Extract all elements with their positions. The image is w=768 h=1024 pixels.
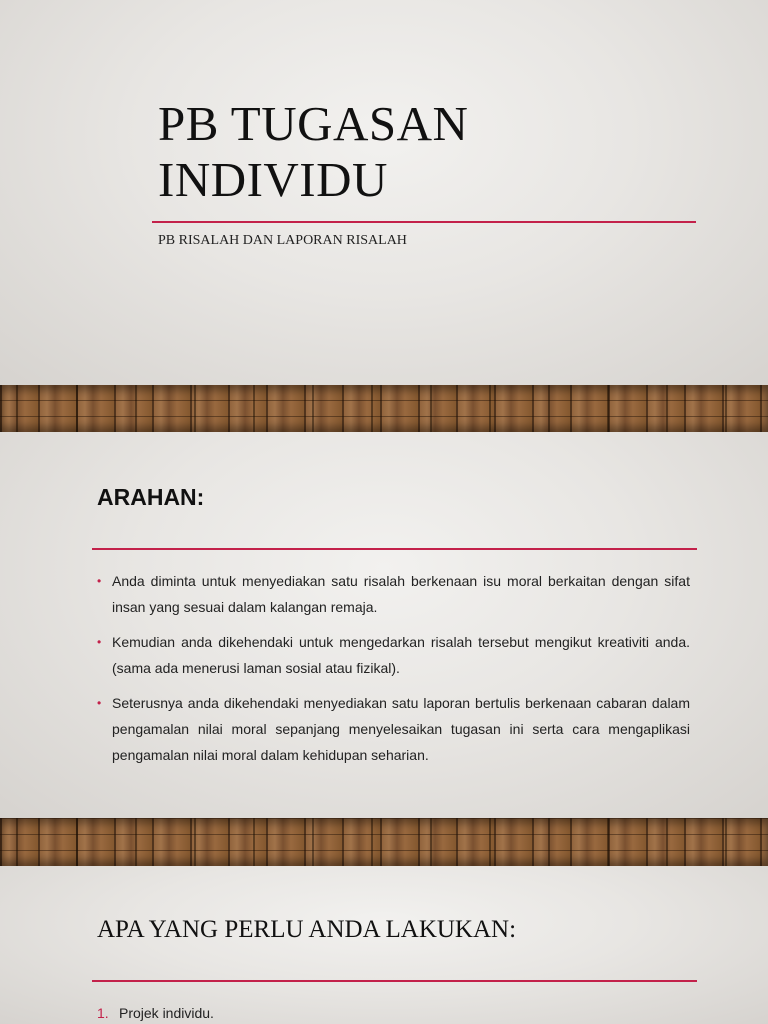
tasks-divider — [92, 980, 697, 982]
wood-floor-strip — [0, 818, 768, 866]
title-divider — [152, 221, 696, 223]
title-line-1: PB TUGASAN — [158, 96, 469, 151]
tasks-list — [97, 1002, 214, 1024]
list-item — [97, 568, 690, 620]
slide-subtitle: PB RISALAH DAN LAPORAN RISALAH — [158, 233, 407, 248]
list-item — [97, 629, 690, 681]
title-slide — [0, 0, 768, 385]
bullet-icon: • — [97, 696, 102, 710]
list-item — [97, 690, 690, 768]
step-number: 1. — [97, 1005, 109, 1021]
slide-title — [158, 96, 718, 208]
list-item-text: Anda diminta untuk menyediakan satu risalah berkenaan isu moral berkaitan dengan sifat insan yang sesuai dalam kalangan remaja. — [112, 573, 690, 615]
tasks-heading: APA YANG PERLU ANDA LAKUKAN: — [97, 916, 517, 943]
instructions-list — [97, 568, 690, 777]
list-item — [97, 1002, 214, 1024]
wood-floor-strip — [0, 385, 768, 432]
step-text: Projek individu. — [119, 1005, 214, 1021]
instructions-divider — [92, 548, 697, 550]
bullet-icon: • — [97, 574, 102, 588]
instructions-heading: ARAHAN: — [97, 484, 205, 510]
title-line-2: INDIVIDU — [158, 152, 388, 207]
bullet-icon: • — [97, 635, 102, 649]
list-item-text: Kemudian anda dikehendaki untuk mengedarkan risalah tersebut mengikut kreativiti anda. (sama ada menerusi laman sosial atau fizikal). — [112, 634, 690, 676]
instructions-slide — [0, 432, 768, 818]
tasks-slide — [0, 866, 768, 1024]
list-item-text: Seterusnya anda dikehendaki menyediakan satu laporan bertulis berkenaan cabaran dalam pengamalan nilai moral sepanjang menyelesaikan tugasan ini serta cara mengaplikasi pengamalan nilai moral dalam kehidupan seharian. — [112, 695, 690, 763]
